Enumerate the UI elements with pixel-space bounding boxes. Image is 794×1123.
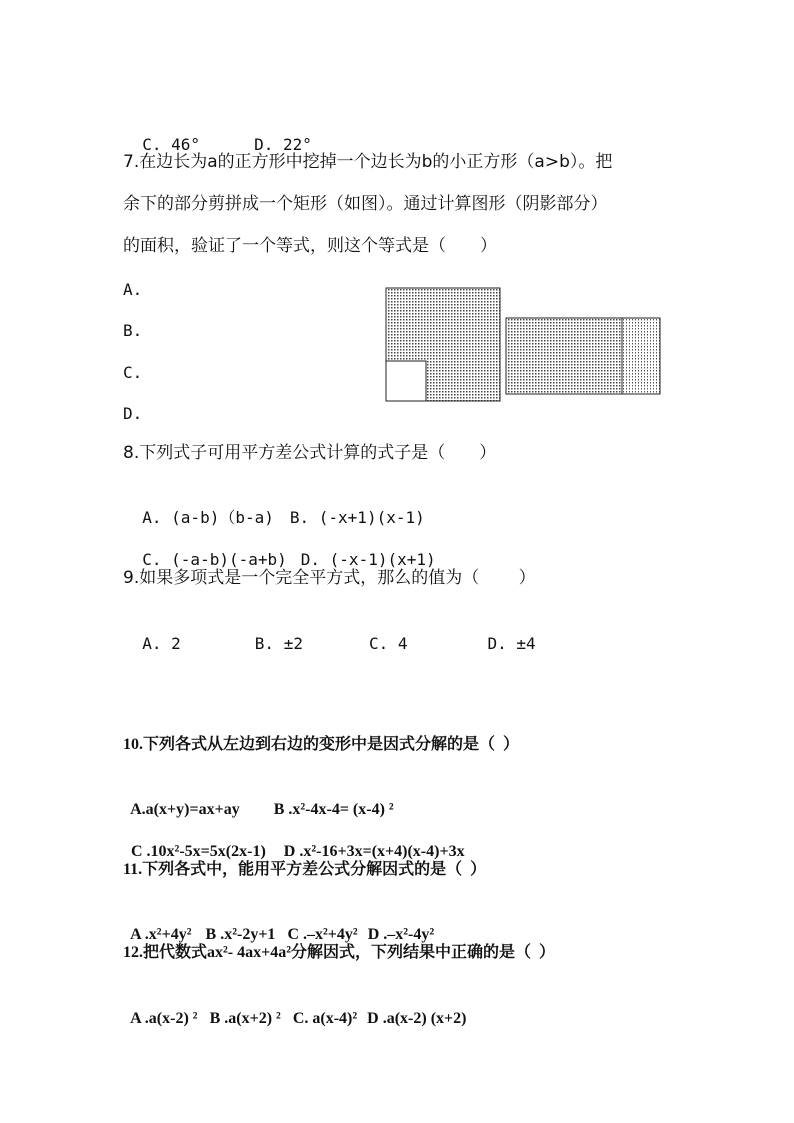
q10-option-b: B .x²-4x-4= (x-4) ²	[273, 801, 394, 818]
q9-options-row	[123, 611, 536, 655]
q12-options-row	[123, 986, 466, 1030]
q11-option-b: B .x²-2y+1	[205, 926, 276, 943]
rearranged-rectangle	[506, 318, 660, 394]
q8-options-row-1	[123, 485, 425, 529]
q9-option-b: B. ±2	[254, 634, 303, 653]
q7-option-b: B.	[123, 321, 143, 340]
q12-option-c: C. a(x-4)²	[292, 1010, 358, 1027]
q7-figure	[385, 286, 665, 406]
q6-option-d: D. 22°	[254, 135, 312, 154]
q7-stem-line-1: 7.在边长为a的正方形中挖掉一个边长为b的小正方形（a>b）。把	[123, 152, 613, 172]
q8-option-c: C. (-a-b)(-a+b)	[142, 550, 287, 569]
big-square-with-hole	[386, 288, 500, 401]
q7-stem-line-2: 余下的部分剪拼成一个矩形（如图）。通过计算图形（阴影部分）	[123, 194, 608, 214]
q8-stem: 8.下列式子可用平方差公式计算的式子是（ ）	[123, 443, 497, 463]
q7-stem-line-3: 的面积，验证了一个等式，则这个等式是（ ）	[123, 236, 497, 256]
q11-option-d: D .–x²-4y²	[367, 926, 435, 943]
q12-stem: 12.把代数式ax²- 4ax+4a²分解因式，下列结果中正确的是（ ）	[123, 944, 556, 961]
q10-option-a: A.a(x+y)=ax+ay	[130, 801, 240, 818]
q11-stem: 11.下列各式中，能用平方差公式分解因式的是（ ）	[123, 861, 487, 878]
q7-option-c: C.	[123, 363, 143, 382]
q10-options-row-1	[123, 777, 394, 821]
q11-option-a: A .x²+4y²	[130, 926, 192, 943]
q7-option-d: D.	[123, 404, 143, 423]
q12-option-d: D .a(x-2) (x+2)	[367, 1010, 467, 1027]
removed-small-square	[386, 361, 426, 401]
q11-option-c: C .–x²+4y²	[287, 926, 358, 943]
q7-option-a: A.	[123, 280, 143, 299]
q9-option-a: A. 2	[142, 634, 181, 653]
q12-option-b: B .a(x+2) ²	[209, 1010, 281, 1027]
q8-option-d: D. (-x-1)(x+1)	[300, 550, 436, 569]
q6-options-row	[123, 112, 312, 156]
q8-options-row-2	[123, 527, 436, 571]
q11-options-row	[123, 902, 434, 946]
q9-option-d: D. ±4	[487, 634, 536, 653]
q10-option-d: D .x²-16+3x=(x+4)(x-4)+3x	[283, 843, 465, 860]
q10-option-c: C .10x²-5x=5x(2x-1)	[131, 843, 266, 860]
q8-option-a: A. (a-b)（b-a)	[142, 508, 274, 527]
q10-options-row-2	[123, 819, 465, 863]
q9-stem: 9.如果多项式是一个完全平方式，那么的值为（ ）	[123, 568, 536, 588]
q10-stem: 10.下列各式从左边到右边的变形中是因式分解的是（ ）	[123, 736, 520, 753]
q6-option-c: C. 46°	[142, 135, 201, 154]
q9-option-c: C. 4	[368, 634, 408, 653]
q12-option-a: A .a(x-2) ²	[130, 1010, 198, 1027]
q8-option-b: B. (-x+1)(x-1)	[289, 508, 425, 527]
